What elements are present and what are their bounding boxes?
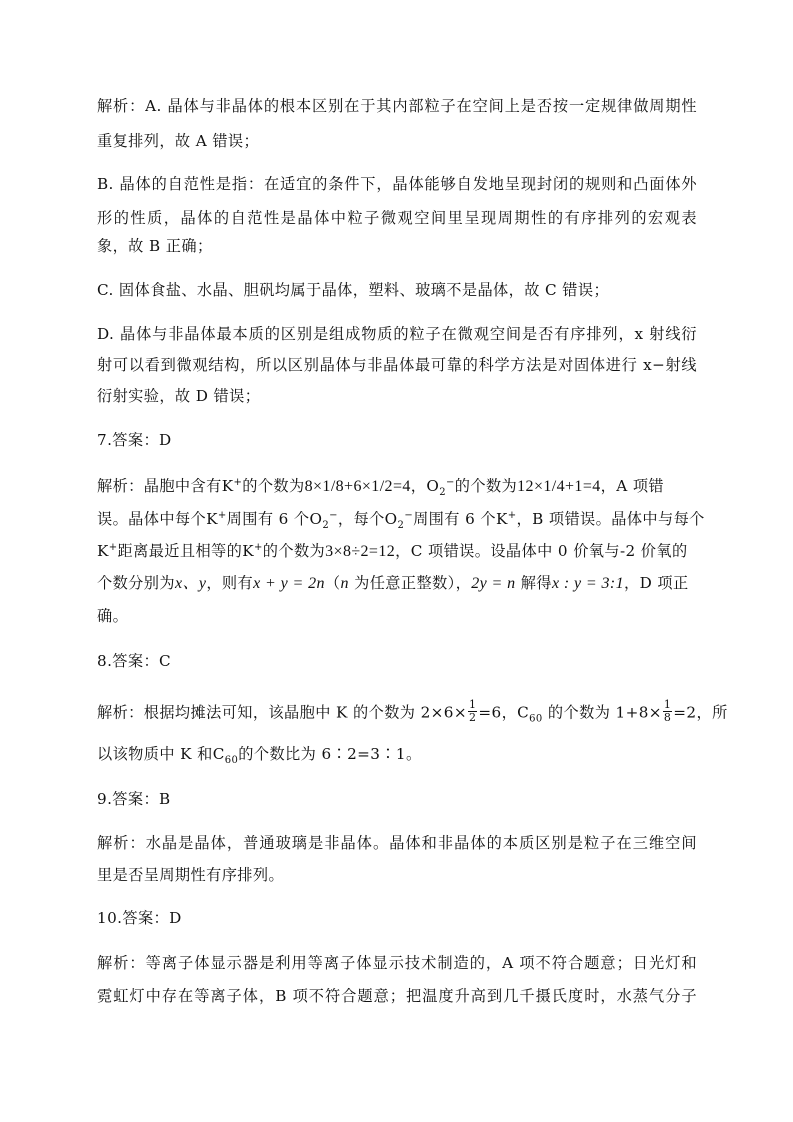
analysis-d-line-2: 射可以看到微观结构，所以区别晶体与非晶体最可靠的科学方法是对固体进行 x−射线 bbox=[97, 356, 697, 374]
analysis-c-line-1: C. 固体食盐、水晶、胆矾均属于晶体，塑料、玻璃不是晶体，故 C 错误； bbox=[97, 281, 610, 299]
fraction-one-half: $\frac{1}{2}$ bbox=[468, 698, 477, 724]
q7-analysis-line-4: 个数分别为x、y，则有x + y = 2n（n 为任意正整数），2y = n 解得x : y = 3:1，D 项正 bbox=[97, 574, 689, 592]
analysis-d-line-1: D. 晶体与非晶体最本质的区别是组成物质的粒子在微观空间是否有序排列，x 射线衍 bbox=[97, 325, 697, 343]
answer-8: 8.答案：C bbox=[97, 652, 172, 670]
q8-analysis-line-2: 以该物质中 K 和$C_{60}$的个数比为 6∶2=3∶1。 bbox=[97, 745, 422, 767]
answer-7: 7.答案：D bbox=[97, 431, 172, 449]
q8-analysis-line-1: 解析：根据均摊法可知，该晶胞中 K 的个数为 2×6× $\frac{1}{2}$ =6，$C_{60}$ 的个数为 1+8× $\frac{1}{8}$ =2，所 bbox=[97, 698, 728, 725]
q9-analysis-line-2: 里是否呈周期性有序排列。 bbox=[97, 866, 285, 884]
fraction-one-eighth: $\frac{1}{8}$ bbox=[663, 698, 672, 724]
q10-analysis-line-2: 霓虹灯中存在等离子体，B 项不符合题意；把温度升高到几千摄氏度时，水蒸气分子 bbox=[97, 987, 697, 1005]
analysis-a-line-1: 解析：A. 晶体与非晶体的根本区别在于其内部粒子在空间上是否按一定规律做周期性 bbox=[97, 97, 697, 115]
q7-analysis-line-3: K+距离最近且相等的K+的个数为3×8÷2=12，C 项错误。设晶体中 0 价氧与-2 价氧的 bbox=[97, 541, 688, 560]
answer-10: 10.答案：D bbox=[97, 909, 182, 927]
analysis-b-line-2: 形的性质，晶体的自范性是晶体中粒子微观空间里呈现周期性的有序排列的宏观表 bbox=[97, 209, 697, 227]
analysis-d-line-3: 衍射实验，故 D 错误； bbox=[97, 387, 261, 405]
q7-analysis-line-2: 误。晶体中每个K+周围有 6 个$O_2^-$，每个$O_2^-$周围有 6 个K+，B 项错误。晶体中与每个 bbox=[97, 509, 705, 532]
analysis-b-line-3: 象，故 B 正确； bbox=[97, 237, 213, 255]
q7-analysis-line-5: 确。 bbox=[97, 607, 129, 625]
answer-9: 9.答案：B bbox=[97, 790, 171, 808]
analysis-b-line-1: B. 晶体的自范性是指：在适宜的条件下，晶体能够自发地呈现封闭的规则和凸面体外 bbox=[97, 175, 697, 193]
q10-analysis-line-1: 解析：等离子体显示器是利用等离子体显示技术制造的，A 项不符合题意；日光灯和 bbox=[97, 954, 697, 972]
q9-analysis-line-1: 解析：水晶是晶体，普通玻璃是非晶体。晶体和非晶体的本质区别是粒子在三维空间 bbox=[97, 834, 697, 852]
analysis-a-line-2: 重复排列，故 A 错误； bbox=[97, 132, 260, 150]
q7-analysis-line-1: 解析：晶胞中含有K+的个数为8×1/8+6×1/2=4，$O_2^-$的个数为12×1/4+1=4，A 项错 bbox=[97, 476, 665, 499]
